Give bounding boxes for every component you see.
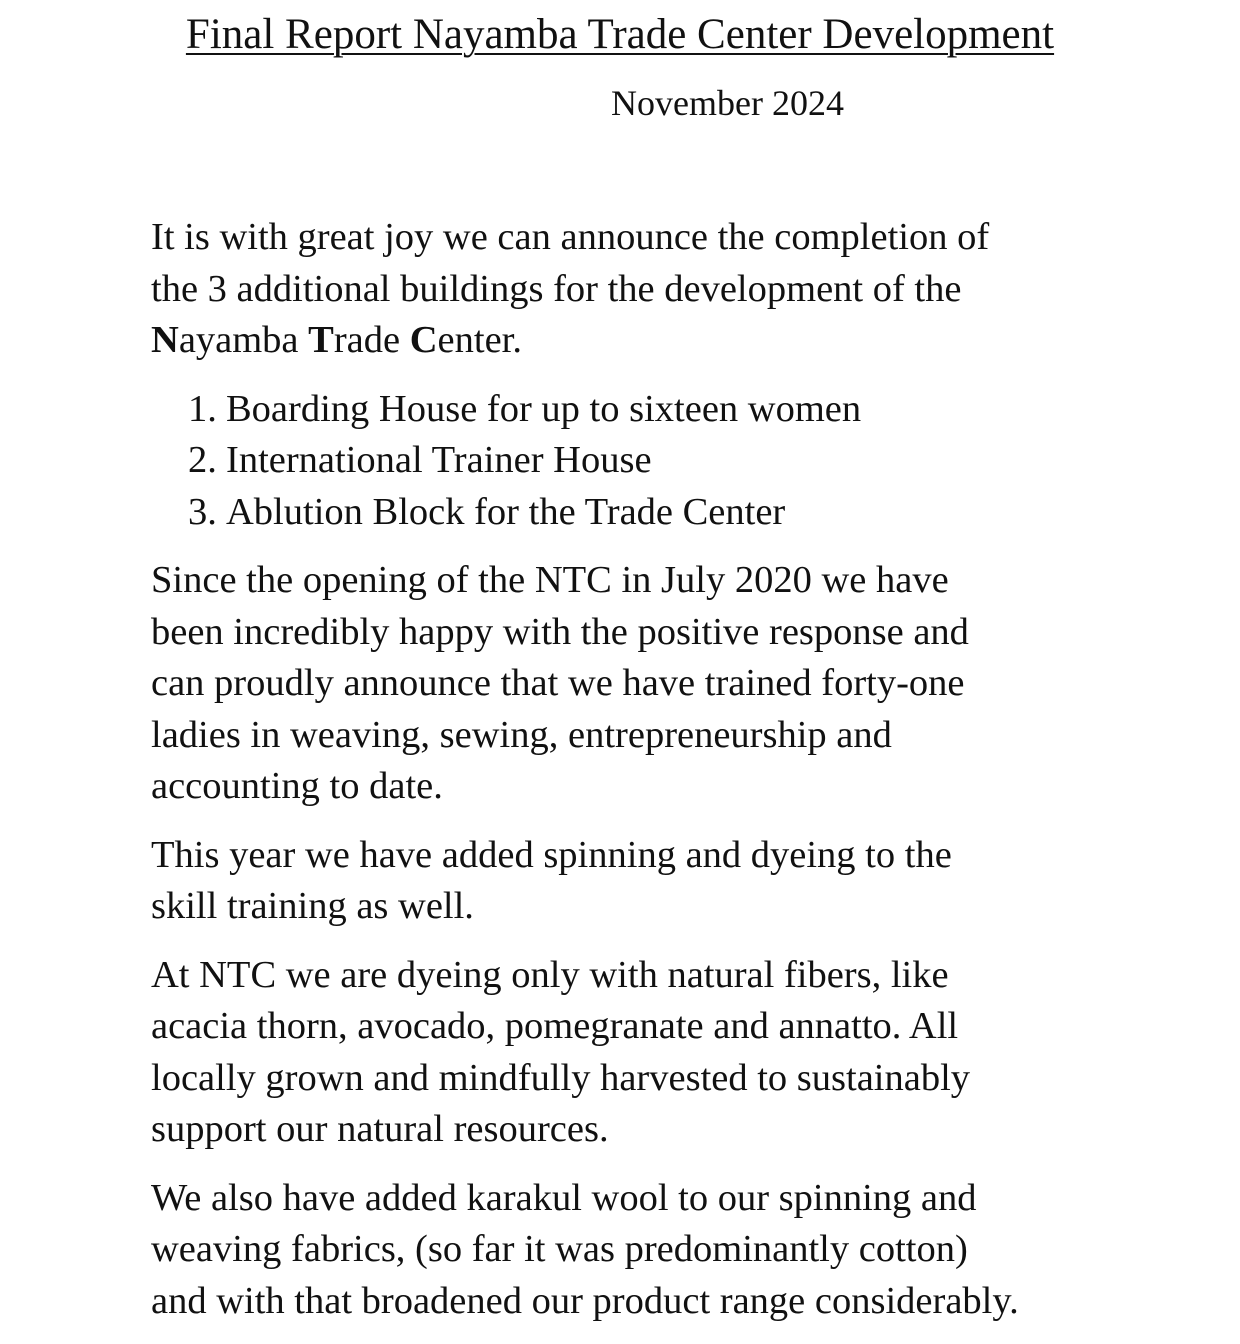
spinning-paragraph [151,830,1151,933]
list-item-label: Ablution Block for the Trade Center [226,490,786,533]
paragraph-line: acacia thorn, avocado, pomegranate and annatto. All [151,1005,959,1047]
center-name-part-enter: enter. [437,319,522,361]
paragraph-line: been incredibly happy with the positive response and [151,610,969,653]
list-item-number: 2. [188,439,217,481]
list-item-number: 1. [188,387,217,430]
paragraph-line: We also have added karakul wool to our spinning and [151,1176,977,1219]
center-name [151,315,1151,367]
center-name-part-ayamba: ayamba [178,319,309,361]
intro-line-2: the 3 additional buildings for the development of the [151,267,962,310]
intro-line-1: It is with great joy we can announce the completion of [151,216,990,258]
list-item [151,435,1151,487]
paragraph-line: ladies in weaving, sewing, entrepreneurship and [151,713,892,756]
paragraph-line: locally grown and mindfully harvested to sustainably [151,1056,971,1099]
center-name-initial-t: T [308,319,334,361]
wool-paragraph [151,1173,1151,1328]
list-item-number: 3. [188,490,217,533]
list-item-label: Boarding House for up to sixteen women [226,387,862,430]
paragraph-line: support our natural resources. [151,1108,609,1150]
report-title-text: Final Report Nayamba Trade Center Development [185,11,1055,58]
list-item [151,384,1151,436]
training-paragraph [151,555,1151,813]
report-date: November 2024 [611,83,844,123]
paragraph-line: accounting to date. [151,765,443,807]
paragraph-line: skill training as well. [151,885,474,927]
paragraph-line: Since the opening of the NTC in July 2020 we have [151,559,949,601]
paragraph-line: and with that broadened our product range considerably. [151,1279,1019,1322]
center-name-part-rade: rade [333,319,410,361]
list-item-label: International Trainer House [226,439,652,481]
paragraph-line: This year we have added spinning and dyeing to the [151,833,952,876]
list-item [151,487,1151,539]
report-title [0,10,1240,60]
center-name-initial-n: N [151,319,179,361]
buildings-list [151,384,1151,539]
paragraph-line: weaving fabrics, (so far it was predominantly cotton) [151,1228,968,1270]
report-body [151,212,1151,1344]
center-name-initial-c: C [409,319,438,361]
intro-paragraph [151,212,1151,367]
dyeing-paragraph [151,950,1151,1156]
paragraph-line: At NTC we are dyeing only with natural fibers, like [151,953,949,996]
paragraph-line: can proudly announce that we have trained forty-one [151,662,965,704]
